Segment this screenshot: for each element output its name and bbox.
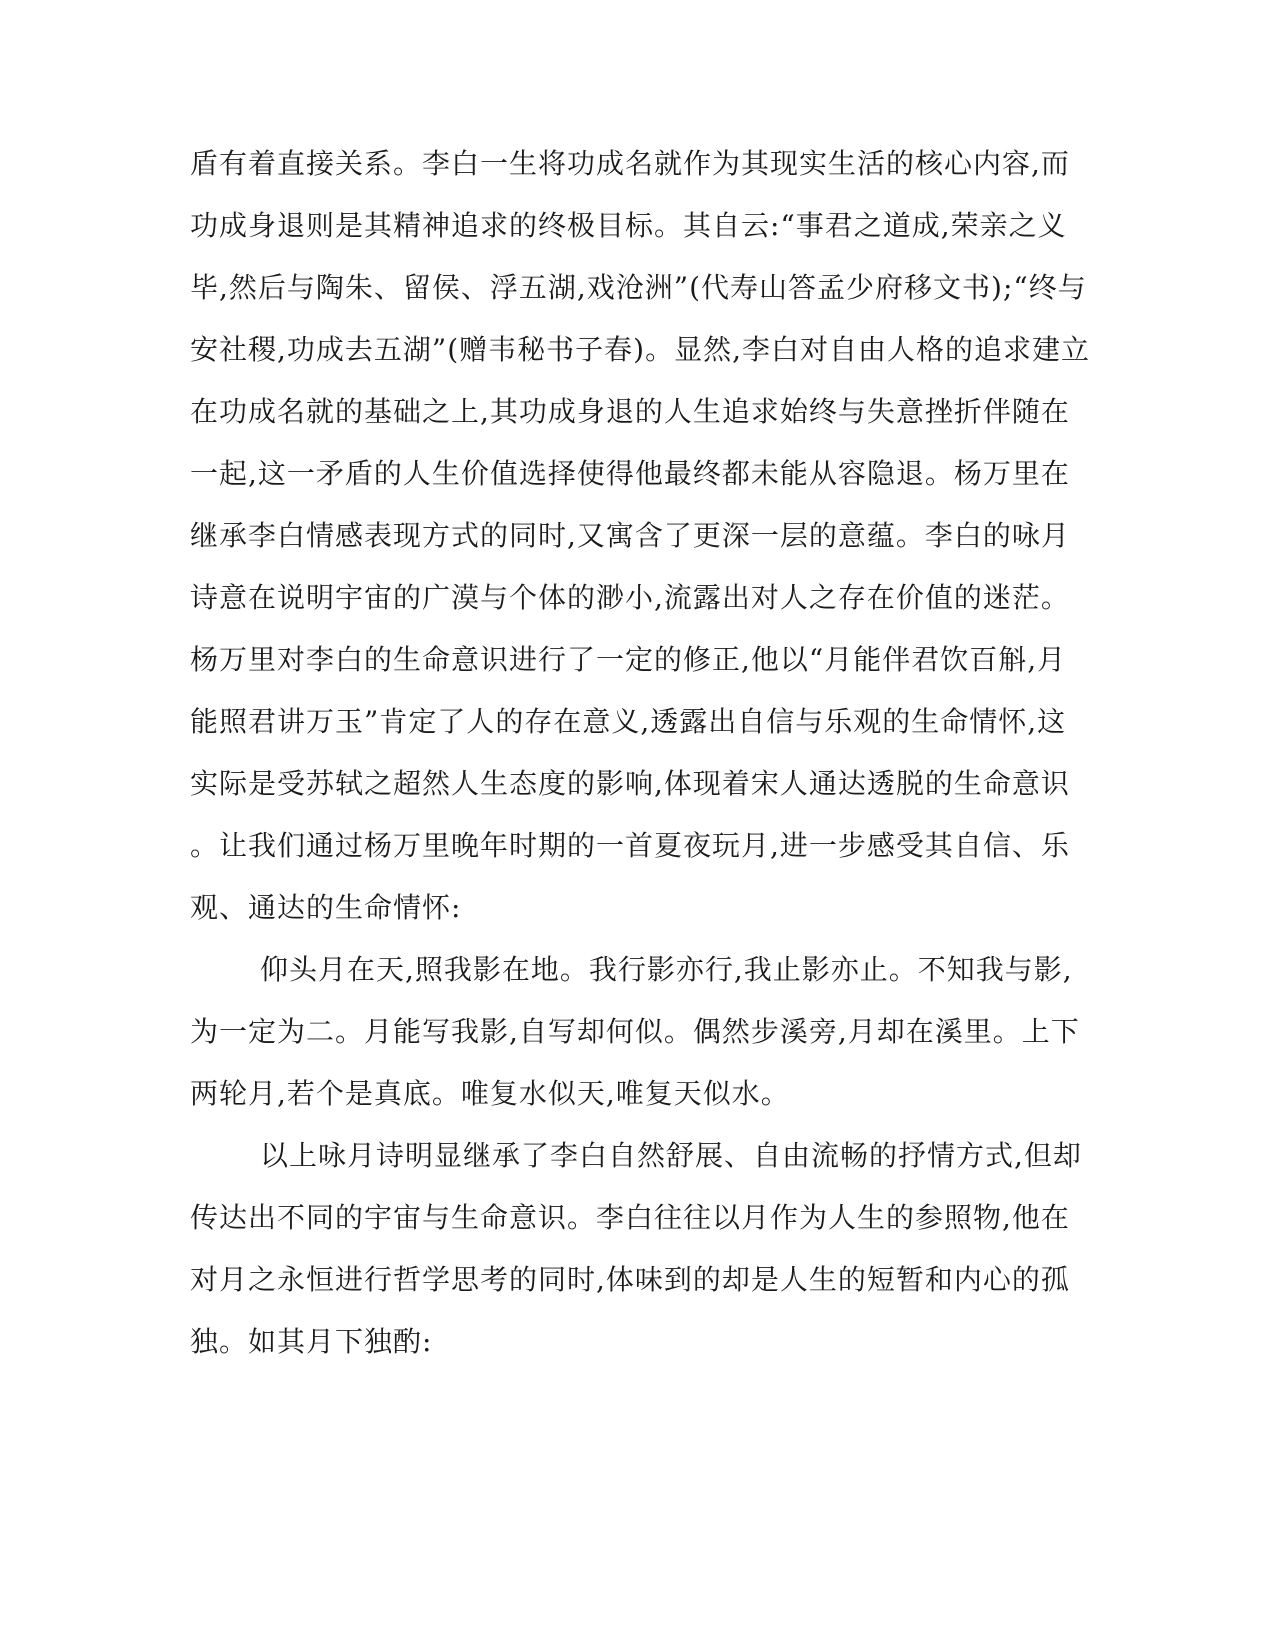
text-line: 观、通达的生命情怀: (190, 891, 462, 924)
text-line: 对月之永恒进行哲学思考的同时,体味到的却是人生的短暂和内心的孤 (190, 1263, 1070, 1296)
text-line: 为一定为二。月能写我影,自写却何似。偶然步溪旁,月却在溪里。上下 (190, 1015, 1080, 1048)
text-line: 杨万里对李白的生命意识进行了一定的修正,他以“月能伴君饮百斛,月 (190, 643, 1067, 676)
text-line: 安社稷,功成去五湖”(赠韦秘书子春)。显然,李白对自由人格的追求建立 (190, 333, 1090, 366)
text-line: 传达出不同的宇宙与生命意识。李白往往以月作为人生的参照物,他在 (190, 1201, 1070, 1234)
text-line: 独。如其月下独酌: (190, 1325, 433, 1358)
paragraph-2-poem (190, 939, 1085, 1125)
text-line: 功成身退则是其精神追求的终极目标。其自云:“事君之道成,荣亲之义 (190, 209, 1067, 242)
text-line: 仰头月在天,照我影在地。我行影亦行,我止影亦止。不知我与影, (260, 953, 1073, 986)
body-text (190, 133, 1090, 1373)
text-line: 诗意在说明宇宙的广漠与个体的渺小,流露出对人之存在价值的迷茫。 (190, 581, 1070, 614)
text-line: 两轮月,若个是真底。唯复水似天,唯复天似水。 (190, 1077, 790, 1110)
text-line: 以上咏月诗明显继承了李白自然舒展、自由流畅的抒情方式,但却 (260, 1139, 1082, 1172)
text-line: 盾有着直接关系。李白一生将功成名就作为其现实生活的核心内容,而 (190, 147, 1070, 180)
paragraph-3 (190, 1125, 1085, 1373)
text-line: 毕,然后与陶朱、留侯、浮五湖,戏沧洲”(代寿山答孟少府移文书);“终与 (190, 271, 1087, 304)
text-line: 继承李白情感表现方式的同时,又寓含了更深一层的意蕴。李白的咏月 (190, 519, 1070, 552)
text-line: 一起,这一矛盾的人生价值选择使得他最终都未能从容隐退。杨万里在 (190, 457, 1070, 490)
text-line: 。让我们通过杨万里晚年时期的一首夏夜玩月,进一步感受其自信、乐 (190, 829, 1070, 862)
text-line: 在功成名就的基础之上,其功成身退的人生追求始终与失意挫折伴随在 (190, 395, 1070, 428)
paragraph-1 (190, 133, 1090, 939)
text-line: 实际是受苏轼之超然人生态度的影响,体现着宋人通达透脱的生命意识 (190, 767, 1070, 800)
text-line: 能照君讲万玉”肯定了人的存在意义,透露出自信与乐观的生命情怀,这 (190, 705, 1067, 738)
